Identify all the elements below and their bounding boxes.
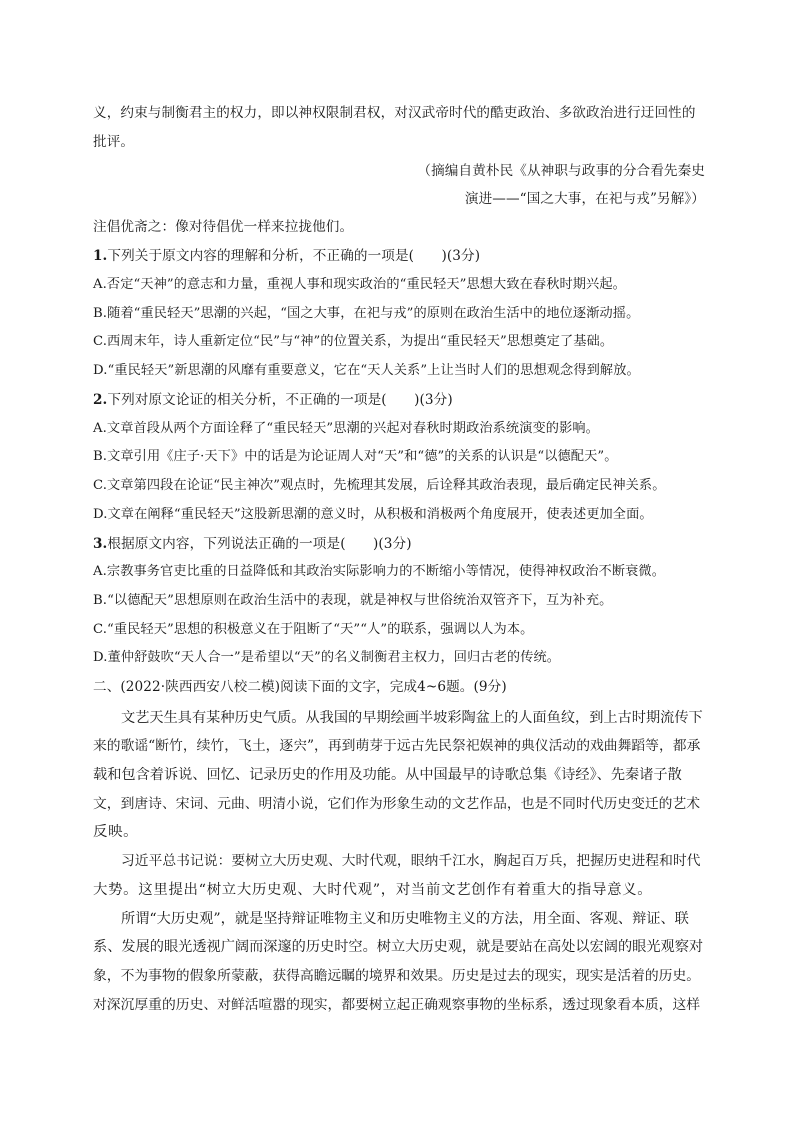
paragraph-3-line-3: 象，不为事物的假象所蒙蔽，获得高瞻远瞩的境界和效果。历史是过去的现实，现实是活着的历史。 xyxy=(93,968,701,984)
intro-line-2: 批评。 xyxy=(93,134,135,150)
intro-line-1: 义，约束与制衡君主的权力，即以神权限制君权，对汉武帝时代的酷吏政治、多欲政治进行迂回性的 xyxy=(93,105,696,121)
paragraph-3-line-1: 所谓“大历史观”，就是坚持辩证唯物主义和历史唯物主义的方法，用全面、客观、辩证、联 xyxy=(121,911,689,927)
source-line-1: （摘编自黄朴民《从神职与政事的分合看先秦史 xyxy=(417,163,705,179)
question-1-option-d[interactable]: D.“重民轻天”新思潮的风靡有重要意义，它在“天人关系”上让当时人们的思想观念得到解放。 xyxy=(93,363,640,378)
paragraph-1-line-2: 来的歌谣“断竹，续竹，飞土，逐宍”，再到萌芽于远古先民祭祀娱神的典仪活动的戏曲舞蹈等，都承 xyxy=(93,738,701,754)
question-2-number: 2. xyxy=(93,392,108,408)
paragraph-2-line-1: 习近平总书记说：要树立大历史观、大时代观，眼纳千江水，胸起百万兵，把握历史进程和时代 xyxy=(121,853,701,869)
question-1-option-b[interactable]: B.随着“重民轻天”思潮的兴起，“国之大事，在祀与戎”的原则在政治生活中的地位逐渐动摇。 xyxy=(93,306,640,321)
paragraph-1-line-1: 文艺天生具有某种历史气质。从我国的早期绘画半坡彩陶盆上的人面鱼纹，到上古时期流传下 xyxy=(121,710,703,726)
paragraph-3-line-2: 系、发展的眼光透视广阔而深邃的历史时空。树立大历史观，就是要站在高处以宏阔的眼光观察对 xyxy=(93,939,704,955)
annotation-note: 注倡优斋之：像对待倡优一样来拉拢他们。 xyxy=(93,219,354,235)
section-2-heading: 二、(2022·陕西西安八校二模)阅读下面的文字，完成4~6题。(9分) xyxy=(93,679,507,695)
question-2-text: 下列对原文论证的相关分析，不正确的一项是( )(3分) xyxy=(107,392,453,408)
question-3-text: 根据原文内容，下列说法正确的一项是( )(3分) xyxy=(107,536,412,552)
paragraph-1-line-3: 载和包含着诉说、回忆、记录历史的作用及功能。从中国最早的诗歌总集《诗经》、先秦诸子散 xyxy=(93,767,682,783)
paragraph-1-line-4: 文，到唐诗、宋词、元曲、明清小说，它们作为形象生动的文艺作品，也是不同时代历史变迁的艺术 xyxy=(93,796,701,812)
question-1-stem xyxy=(93,246,480,266)
question-2-option-c[interactable]: C.文章第四段在论证“民主神次”观点时，先梳理其发展，后诠释其政治表现，最后确定民神关系。 xyxy=(93,478,666,493)
question-3-option-c[interactable]: C.“重民轻天”思想的积极意义在于阻断了“天”“人”的联系，强调以人为本。 xyxy=(93,622,534,637)
question-3-option-a[interactable]: A.宗教事务官吏比重的日益降低和其政治实际影响力的不断缩小等情况，使得神权政治不断衰微。 xyxy=(93,564,665,579)
question-1-text: 下列关于原文内容的理解和分析，不正确的一项是( )(3分) xyxy=(107,248,481,264)
question-2-stem xyxy=(93,390,453,410)
question-2-option-b[interactable]: B.文章引用《庄子·天下》中的话是为论证周人对“天”和“德”的关系的认识是“以德配天”。 xyxy=(93,449,618,464)
question-1-number: 1. xyxy=(93,248,108,264)
question-1-option-c[interactable]: C.西周末年，诗人重新定位“民”与“神”的位置关系，为提出“重民轻天”思想奠定了基础。 xyxy=(93,334,614,349)
source-line-2: 演进——“国之大事，在祀与戎”另解》） xyxy=(464,191,705,207)
question-2-option-a[interactable]: A.文章首段从两个方面诠释了“重民轻天”思潮的兴起对春秋时期政治系统演变的影响。 xyxy=(93,421,599,436)
question-3-option-b[interactable]: B.“以德配天”思想原则在政治生活中的表现，就是神权与世俗统治双管齐下，互为补充。 xyxy=(93,593,613,608)
paragraph-1-line-5: 反映。 xyxy=(93,824,139,840)
question-3-stem xyxy=(93,534,412,554)
question-2-option-d[interactable]: D.文章在阐释“重民轻天”这股新思潮的意义时，从积极和消极两个角度展开，使表述更加全面。 xyxy=(93,507,653,522)
paragraph-3-line-4: 对深沉厚重的历史、对鲜活喧嚣的现实，都要树立起正确观察事物的坐标系，透过现象看本质，这样 xyxy=(93,997,701,1013)
paragraph-2-line-2: 大势。这里提出“树立大历史观、大时代观”，对当前文艺创作有着重大的指导意义。 xyxy=(93,882,653,898)
question-3-option-d[interactable]: D.董仲舒鼓吹“天人合一”是希望以“天”的名义制衡君主权力，回归古老的传统。 xyxy=(93,650,561,665)
question-3-number: 3. xyxy=(93,536,108,552)
question-1-option-a[interactable]: A.否定“天神”的意志和力量，重视人事和现实政治的“重民轻天”思想大致在春秋时期兴起。 xyxy=(93,277,626,292)
